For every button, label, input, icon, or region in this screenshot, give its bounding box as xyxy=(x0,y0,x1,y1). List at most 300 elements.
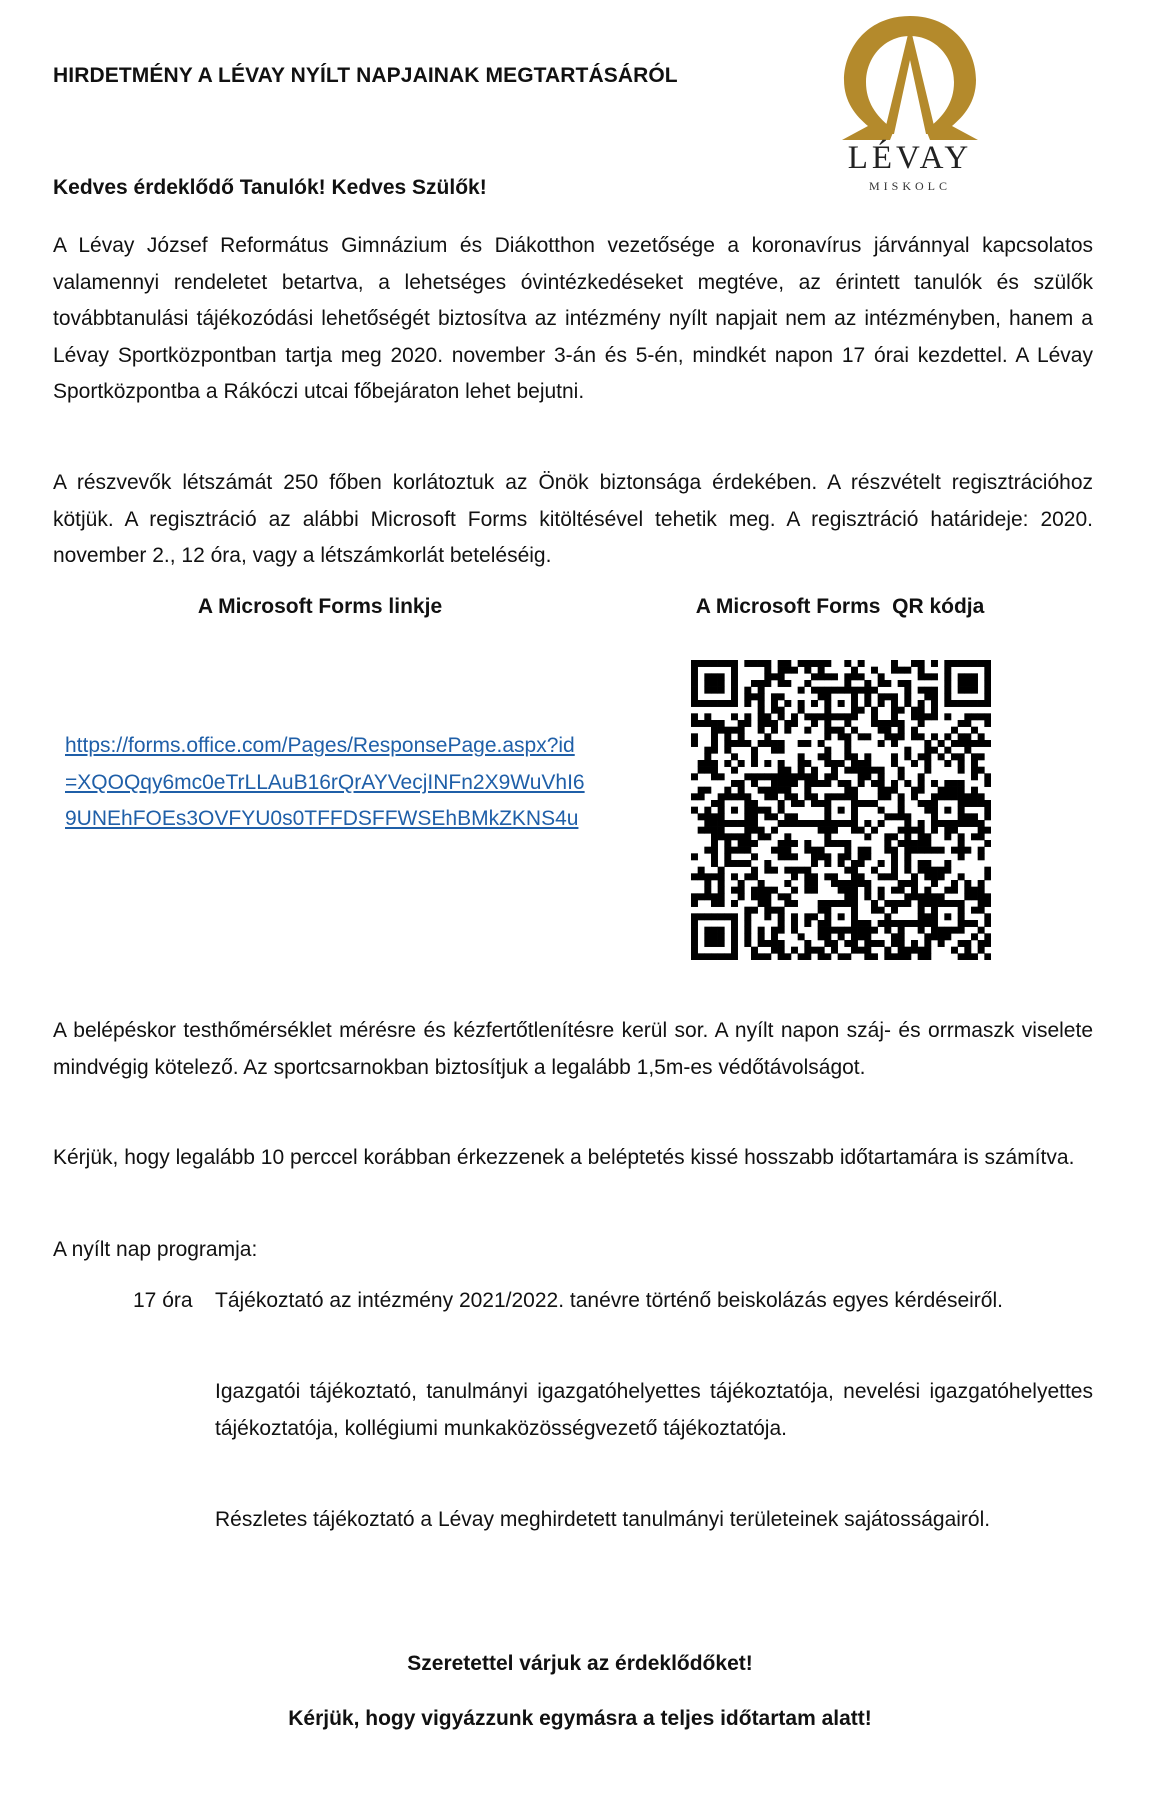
qr-module xyxy=(738,847,745,854)
qr-module xyxy=(858,827,865,834)
qr-module xyxy=(904,900,911,907)
qr-module xyxy=(824,860,831,867)
qr-module xyxy=(831,947,838,954)
qr-module xyxy=(784,720,791,727)
qr-module xyxy=(731,713,738,720)
qr-module xyxy=(718,913,725,920)
qr-module xyxy=(818,713,825,720)
qr-module xyxy=(851,860,858,867)
qr-module xyxy=(978,660,985,667)
qr-module xyxy=(824,700,831,707)
qr-module xyxy=(824,800,831,807)
qr-module xyxy=(744,660,751,667)
qr-module xyxy=(771,787,778,794)
qr-module xyxy=(791,720,798,727)
qr-module xyxy=(751,693,758,700)
qr-module xyxy=(958,873,965,880)
qr-module xyxy=(864,880,871,887)
qr-module xyxy=(778,780,785,787)
qr-module xyxy=(771,727,778,734)
qr-module xyxy=(964,733,971,740)
qr-module xyxy=(904,827,911,834)
qr-module xyxy=(891,907,898,914)
qr-module xyxy=(931,800,938,807)
qr-module xyxy=(698,760,705,767)
qr-module xyxy=(951,780,958,787)
qr-module xyxy=(764,793,771,800)
qr-module xyxy=(691,933,698,940)
qr-module xyxy=(904,780,911,787)
qr-module xyxy=(884,720,891,727)
qr-module xyxy=(824,840,831,847)
qr-module xyxy=(958,847,965,854)
qr-module xyxy=(758,787,765,794)
qr-module xyxy=(858,773,865,780)
qr-module xyxy=(764,773,771,780)
qr-module xyxy=(691,713,698,720)
qr-module xyxy=(738,820,745,827)
qr-module xyxy=(724,793,731,800)
qr-module xyxy=(964,947,971,954)
qr-module xyxy=(884,873,891,880)
qr-module xyxy=(711,727,718,734)
qr-module xyxy=(978,827,985,834)
qr-module xyxy=(911,840,918,847)
qr-module xyxy=(838,780,845,787)
qr-module xyxy=(778,713,785,720)
qr-module xyxy=(958,660,965,667)
qr-module xyxy=(811,820,818,827)
qr-module xyxy=(804,847,811,854)
qr-module xyxy=(911,787,918,794)
qr-module xyxy=(851,673,858,680)
qr-module xyxy=(791,840,798,847)
qr-module xyxy=(731,940,738,947)
qr-module xyxy=(711,940,718,947)
qr-module xyxy=(738,740,745,747)
qr-module xyxy=(951,880,958,887)
qr-module xyxy=(978,893,985,900)
qr-module xyxy=(958,700,965,707)
qr-module xyxy=(951,727,958,734)
qr-module xyxy=(818,740,825,747)
qr-module xyxy=(898,733,905,740)
qr-module xyxy=(811,713,818,720)
qr-module xyxy=(764,813,771,820)
qr-module xyxy=(704,713,711,720)
qr-module xyxy=(798,707,805,714)
qr-module xyxy=(884,847,891,854)
qr-module xyxy=(791,900,798,907)
qr-module xyxy=(838,687,845,694)
qr-module xyxy=(744,933,751,940)
qr-module xyxy=(731,887,738,894)
qr-module xyxy=(764,907,771,914)
qr-module xyxy=(984,660,991,667)
qr-module xyxy=(724,853,731,860)
qr-module xyxy=(764,680,771,687)
qr-module xyxy=(691,927,698,934)
qr-module xyxy=(858,927,865,934)
qr-module xyxy=(904,833,911,840)
qr-module xyxy=(871,867,878,874)
qr-module xyxy=(971,793,978,800)
qr-module xyxy=(824,720,831,727)
qr-module xyxy=(931,920,938,927)
qr-module xyxy=(751,887,758,894)
qr-module xyxy=(771,847,778,854)
qr-module xyxy=(804,727,811,734)
qr-module xyxy=(878,700,885,707)
closing-request: Kérjük, hogy vigyázzunk egymásra a teljes időtartam alatt! xyxy=(288,1707,872,1730)
qr-module xyxy=(951,787,958,794)
qr-module xyxy=(964,673,971,680)
qr-module xyxy=(864,767,871,774)
qr-module xyxy=(691,673,698,680)
qr-module xyxy=(924,740,931,747)
qr-module xyxy=(864,847,871,854)
qr-module xyxy=(904,693,911,700)
qr-module xyxy=(731,667,738,674)
qr-module xyxy=(964,893,971,900)
qr-module xyxy=(831,927,838,934)
qr-module xyxy=(731,860,738,867)
qr-module xyxy=(931,793,938,800)
qr-module xyxy=(984,827,991,834)
qr-module xyxy=(704,893,711,900)
qr-module xyxy=(824,853,831,860)
qr-module xyxy=(924,867,931,874)
qr-module xyxy=(971,713,978,720)
qr-module xyxy=(691,733,698,740)
qr-module xyxy=(891,853,898,860)
qr-module xyxy=(831,687,838,694)
qr-module xyxy=(871,767,878,774)
qr-module xyxy=(844,900,851,907)
qr-module xyxy=(944,933,951,940)
qr-module xyxy=(904,953,911,960)
qr-module xyxy=(724,740,731,747)
registration-paragraph: A részvevők létszámát 250 főben korlátoztuk az Önök biztonsága érdekében. A részvételt regisztrációhoz kötjük. A regisztráció az alábbi Microsoft Forms kitöltésével tehetik meg. A regisztráció határideje: 2020. november 2., 12 óra, vagy a létszámkorlát beteléséig. xyxy=(53,471,1093,567)
qr-module xyxy=(718,893,725,900)
qr-module xyxy=(851,667,858,674)
qr-module xyxy=(691,873,698,880)
qr-module xyxy=(851,807,858,814)
qr-module xyxy=(858,873,865,880)
qr-module xyxy=(764,807,771,814)
qr-module xyxy=(938,787,945,794)
qr-module xyxy=(778,853,785,860)
qr-module xyxy=(898,920,905,927)
qr-module xyxy=(878,780,885,787)
qr-module xyxy=(971,753,978,760)
qr-module xyxy=(764,667,771,674)
qr-module xyxy=(784,867,791,874)
qr-module xyxy=(924,760,931,767)
qr-module xyxy=(704,747,711,754)
qr-module xyxy=(844,953,851,960)
program-text: Igazgatói tájékoztató, tanulmányi igazgatóhelyettes tájékoztatója, nevelési igazgatóhelyettes tájékoztatója, kollégiumi munkaközösségvezető tájékoztatója. xyxy=(215,1380,1093,1440)
qr-module xyxy=(844,720,851,727)
qr-module xyxy=(824,913,831,920)
qr-module xyxy=(898,887,905,894)
qr-module xyxy=(771,927,778,934)
qr-module xyxy=(851,880,858,887)
qr-module xyxy=(724,700,731,707)
qr-module xyxy=(811,720,818,727)
qr-module xyxy=(718,813,725,820)
qr-module xyxy=(938,893,945,900)
qr-module xyxy=(964,740,971,747)
qr-module xyxy=(844,747,851,754)
qr-module xyxy=(778,680,785,687)
qr-module xyxy=(891,813,898,820)
qr-module xyxy=(898,900,905,907)
qr-module xyxy=(918,867,925,874)
qr-module xyxy=(731,687,738,694)
qr-module xyxy=(931,660,938,667)
qr-module xyxy=(984,700,991,707)
omega-logo-icon xyxy=(828,8,993,198)
qr-module xyxy=(751,820,758,827)
qr-module xyxy=(878,860,885,867)
qr-module xyxy=(884,840,891,847)
qr-module xyxy=(984,953,991,960)
forms-link[interactable]: https://forms.office.com/Pages/ResponsePage.aspx?id=XQOQqy6mc0eTrLLAuB16rQrAYVecjINFn2X9WuVhI69UNEhFOEs3OVFYU0s0TFFDSFFWSEhBMkZKNS4u xyxy=(65,734,585,830)
qr-module xyxy=(758,953,765,960)
qr-module xyxy=(844,713,851,720)
qr-module xyxy=(918,827,925,834)
qr-module xyxy=(958,807,965,814)
qr-module xyxy=(771,933,778,940)
qr-module xyxy=(904,687,911,694)
qr-module xyxy=(891,780,898,787)
qr-module xyxy=(698,720,705,727)
qr-module xyxy=(984,773,991,780)
qr-module xyxy=(931,733,938,740)
qr-module xyxy=(891,787,898,794)
qr-module xyxy=(791,927,798,934)
qr-module xyxy=(904,847,911,854)
qr-module xyxy=(851,887,858,894)
qr-module xyxy=(764,720,771,727)
qr-module xyxy=(838,700,845,707)
qr-module xyxy=(724,833,731,840)
qr-module xyxy=(851,827,858,834)
qr-module xyxy=(731,680,738,687)
qr-module xyxy=(818,687,825,694)
qr-module xyxy=(931,927,938,934)
qr-module xyxy=(731,727,738,734)
qr-module xyxy=(951,753,958,760)
qr-module xyxy=(704,913,711,920)
qr-module xyxy=(984,893,991,900)
qr-module xyxy=(798,767,805,774)
qr-module xyxy=(958,920,965,927)
qr-module xyxy=(791,867,798,874)
qr-module xyxy=(971,800,978,807)
qr-module xyxy=(858,673,865,680)
qr-module xyxy=(984,687,991,694)
qr-module xyxy=(984,920,991,927)
qr-module xyxy=(711,673,718,680)
qr-module xyxy=(811,660,818,667)
qr-module xyxy=(971,787,978,794)
qr-module xyxy=(931,707,938,714)
qr-module xyxy=(758,933,765,940)
qr-module xyxy=(951,847,958,854)
qr-module xyxy=(704,767,711,774)
qr-module xyxy=(884,920,891,927)
qr-module xyxy=(771,907,778,914)
qr-module xyxy=(711,860,718,867)
qr-module xyxy=(831,840,838,847)
qr-module xyxy=(964,720,971,727)
qr-module xyxy=(751,813,758,820)
qr-module xyxy=(918,893,925,900)
qr-module xyxy=(704,760,711,767)
qr-module xyxy=(844,840,851,847)
qr-module xyxy=(884,813,891,820)
qr-module xyxy=(711,813,718,820)
qr-module xyxy=(878,673,885,680)
qr-module xyxy=(778,893,785,900)
qr-module xyxy=(831,793,838,800)
qr-module xyxy=(938,753,945,760)
qr-module xyxy=(891,867,898,874)
qr-module xyxy=(804,953,811,960)
qr-module xyxy=(864,753,871,760)
qr-module xyxy=(851,893,858,900)
qr-module xyxy=(784,953,791,960)
qr-module xyxy=(891,693,898,700)
qr-module xyxy=(958,720,965,727)
qr-module xyxy=(898,720,905,727)
qr-module xyxy=(704,680,711,687)
qr-module xyxy=(824,707,831,714)
qr-module xyxy=(804,793,811,800)
qr-module xyxy=(718,900,725,907)
qr-module xyxy=(791,800,798,807)
qr-module xyxy=(924,833,931,840)
qr-module xyxy=(751,893,758,900)
qr-module xyxy=(844,687,851,694)
qr-module xyxy=(878,767,885,774)
qr-module xyxy=(971,660,978,667)
qr-module xyxy=(838,953,845,960)
qr-module xyxy=(891,740,898,747)
qr-module xyxy=(711,680,718,687)
qr-module xyxy=(878,820,885,827)
qr-module xyxy=(784,813,791,820)
qr-module xyxy=(824,753,831,760)
qr-module xyxy=(704,720,711,727)
qr-module xyxy=(824,773,831,780)
qr-module xyxy=(878,793,885,800)
qr-module xyxy=(824,760,831,767)
qr-module xyxy=(704,887,711,894)
qr-module xyxy=(978,767,985,774)
qr-module xyxy=(718,680,725,687)
qr-module xyxy=(884,680,891,687)
qr-module xyxy=(824,793,831,800)
qr-module xyxy=(791,773,798,780)
qr-module xyxy=(984,813,991,820)
qr-module xyxy=(944,807,951,814)
qr-module xyxy=(978,833,985,840)
qr-module xyxy=(898,933,905,940)
qr-module xyxy=(918,773,925,780)
qr-module xyxy=(764,867,771,874)
qr-module xyxy=(971,727,978,734)
qr-module xyxy=(718,873,725,880)
qr-module xyxy=(958,780,965,787)
qr-module xyxy=(878,807,885,814)
arrival-paragraph: Kérjük, hogy legalább 10 perccel korábban érkezzenek a beléptetés kissé hosszabb időtartamára is számítva. xyxy=(53,1146,1075,1169)
qr-module xyxy=(924,887,931,894)
qr-module xyxy=(958,953,965,960)
qr-module xyxy=(844,787,851,794)
qr-module xyxy=(918,840,925,847)
qr-module xyxy=(804,920,811,927)
qr-module xyxy=(904,813,911,820)
qr-module xyxy=(731,740,738,747)
qr-module xyxy=(724,953,731,960)
qr-module xyxy=(851,727,858,734)
qr-module xyxy=(704,673,711,680)
qr-module xyxy=(931,700,938,707)
qr-module xyxy=(704,873,711,880)
qr-module xyxy=(818,660,825,667)
qr-module xyxy=(931,780,938,787)
qr-module xyxy=(751,773,758,780)
qr-module xyxy=(931,933,938,940)
qr-module xyxy=(964,800,971,807)
qr-module xyxy=(704,880,711,887)
qr-module xyxy=(824,927,831,934)
qr-module xyxy=(744,687,751,694)
qr-module xyxy=(864,687,871,694)
qr-module xyxy=(858,933,865,940)
qr-module xyxy=(731,833,738,840)
qr-module xyxy=(778,800,785,807)
qr-module xyxy=(744,927,751,934)
qr-module xyxy=(938,940,945,947)
qr-module xyxy=(791,947,798,954)
qr-module xyxy=(891,887,898,894)
qr-module xyxy=(918,907,925,914)
qr-module xyxy=(744,740,751,747)
qr-module xyxy=(958,813,965,820)
qr-module xyxy=(978,900,985,907)
qr-module xyxy=(891,707,898,714)
qr-module xyxy=(711,873,718,880)
qr-module xyxy=(811,853,818,860)
qr-module xyxy=(778,747,785,754)
qr-module xyxy=(911,733,918,740)
qr-module xyxy=(958,687,965,694)
qr-module xyxy=(818,753,825,760)
qr-module xyxy=(698,787,705,794)
qr-module xyxy=(798,700,805,707)
qr-module xyxy=(978,793,985,800)
qr-module xyxy=(758,827,765,834)
qr-module xyxy=(731,820,738,827)
qr-module xyxy=(804,880,811,887)
qr-module xyxy=(931,913,938,920)
qr-module xyxy=(844,853,851,860)
qr-module xyxy=(824,693,831,700)
